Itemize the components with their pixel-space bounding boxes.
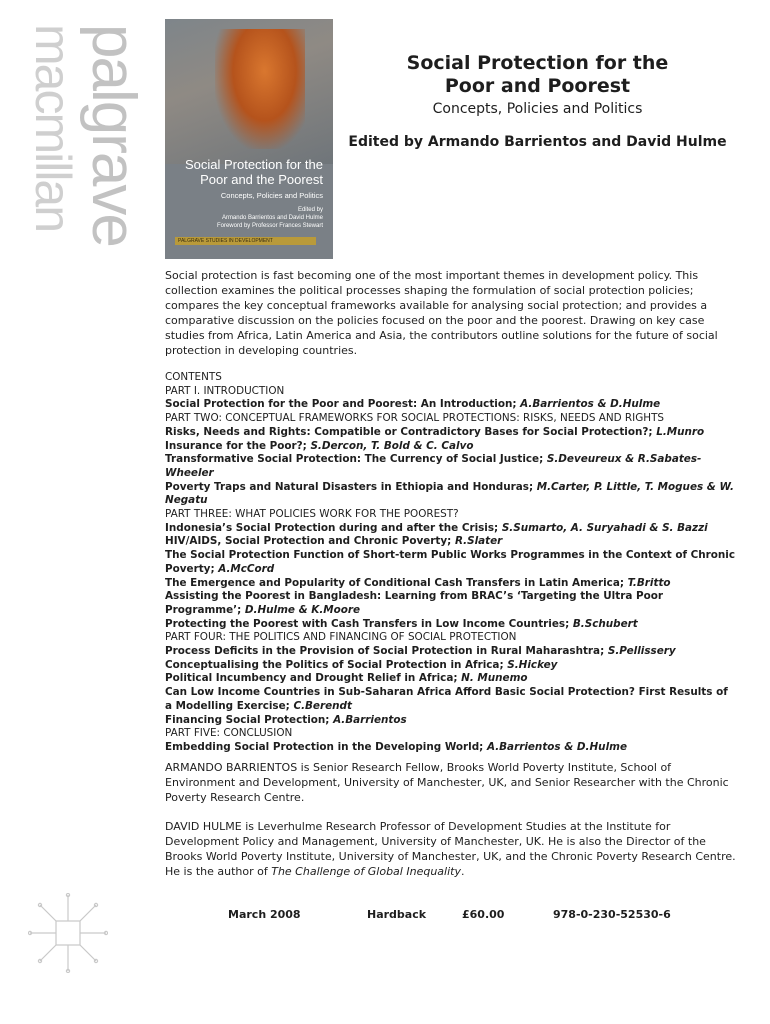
- cover-text: [173, 157, 323, 230]
- chapter-authors: T.Britto: [627, 576, 671, 589]
- contents-item: [165, 398, 737, 412]
- contents-item: [165, 590, 737, 617]
- contents-item: [165, 453, 737, 480]
- contents-heading: PART TWO: CONCEPTUAL FRAMEWORKS FOR SOCIAL PROTECTIONS: RISKS, NEEDS AND RIGHTS: [165, 412, 665, 425]
- chapter-authors: N. Munemo: [461, 672, 528, 685]
- contents-item: [165, 672, 737, 686]
- cover-editors: Armando Barrientos and David Hulme: [221, 215, 323, 221]
- chapter-title: Political Incumbency and Drought Relief in Africa;: [165, 672, 462, 685]
- chapter-title: HIV/AIDS, Social Protection and Chronic Poverty;: [165, 535, 455, 548]
- bio-text: DAVID HULME is Leverhulme Research Professor of Development Studies at the Institute for Development Policy and Management, University of Manchester, UK. He is also the Director of the Brooks World Poverty Institute, University of Manchester, UK, and the Chronic Poverty Research Centre. He is the author of: [165, 820, 736, 878]
- chapter-title: Financing Social Protection;: [165, 713, 334, 726]
- bio-book-title: The Challenge of Global Inequality: [271, 865, 461, 878]
- chapter-authors: D.Hulme & K.Moore: [244, 603, 361, 616]
- chapter-authors: L.Munro: [656, 425, 705, 438]
- book-description: Social protection is fast becoming one of the most important themes in development policy. This collection examines the political processes shaping the formulation of social protection policies; compares the key conceptual frameworks available for analysing social protection; and provides a comparative discussion on the policies focused on the poor and the poorest. Drawing on key case studies from Africa, Latin America and Asia, the contributors outline solutions for the future of social protection in developing countries.: [165, 269, 718, 357]
- contents-item: [165, 522, 737, 536]
- chapter-title: Indonesia’s Social Protection during and after the Crisis;: [165, 521, 502, 534]
- brand-word-macmillan: macmillan: [25, 24, 81, 232]
- chapter-title: The Emergence and Popularity of Conditional Cash Transfers in Latin America;: [165, 576, 628, 589]
- publication-format: Hardback: [367, 908, 427, 921]
- book-cover: [165, 19, 333, 259]
- cover-photo-subject: [215, 29, 305, 149]
- chapter-authors: C.Berendt: [293, 699, 352, 712]
- contents-item: [165, 549, 737, 576]
- chapter-title: Protecting the Poorest with Cash Transfers in Low Income Countries;: [165, 617, 573, 630]
- contents-item: [165, 618, 737, 632]
- contents-item: [165, 535, 737, 549]
- book-title-line1: Social Protection for the: [406, 52, 669, 74]
- brand-word-palgrave: palgrave: [79, 24, 148, 246]
- book-editors: Edited by Armando Barrientos and David Hulme: [348, 134, 727, 150]
- contents-item: [165, 686, 737, 713]
- contents-item: [165, 481, 737, 508]
- chapter-authors: R.Slater: [454, 535, 503, 548]
- chapter-authors: A.Barrientos & D.Hulme: [486, 740, 628, 753]
- chapter-authors: S.Pellissery: [607, 645, 676, 658]
- contents-item: [165, 659, 737, 673]
- table-of-contents: [165, 371, 737, 755]
- cover-series: PALGRAVE STUDIES IN DEVELOPMENT: [175, 237, 316, 245]
- cover-title: Social Protection for the Poor and the Poorest: [184, 157, 323, 187]
- chapter-title: Transformative Social Protection: The Currency of Social Justice;: [165, 453, 547, 466]
- chapter-authors: S.Deveureux & R.Sabates-Wheeler: [165, 453, 702, 479]
- book-title-line2: Poor and Poorest: [444, 75, 631, 97]
- contents-heading: PART FIVE: CONCLUSION: [165, 727, 293, 740]
- contents-item: [165, 714, 737, 728]
- chapter-title: Risks, Needs and Rights: Compatible or Contradictory Bases for Social Protection?;: [165, 425, 657, 438]
- chapter-title: Social Protection for the Poor and Poorest: An Introduction;: [165, 398, 521, 411]
- contents-heading: CONTENTS: [165, 371, 222, 383]
- cover-subtitle: Concepts, Policies and Politics: [220, 191, 323, 200]
- publication-details: [165, 908, 737, 924]
- chapter-title: Embedding Social Protection in the Developing World;: [165, 740, 487, 753]
- chapter-authors: S.Sumarto, A. Suryahadi & S. Bazzi: [501, 521, 708, 534]
- chapter-title: Conceptualising the Politics of Social Protection in Africa;: [165, 658, 508, 671]
- contents-item: [165, 645, 737, 659]
- contents-item: [165, 440, 737, 454]
- chapter-authors: B.Schubert: [572, 617, 638, 630]
- chapter-title: Insurance for the Poor?;: [165, 439, 311, 452]
- editor-bio-hulme: [165, 819, 737, 879]
- contents-heading: PART I. INTRODUCTION: [165, 384, 285, 397]
- publication-isbn: 978-0-230-52530-6: [553, 908, 671, 921]
- chapter-title: Poverty Traps and Natural Disasters in Ethiopia and Honduras;: [165, 480, 537, 493]
- chapter-title: The Social Protection Function of Short-term Public Works Programmes in the Context of Chronic Poverty;: [165, 549, 736, 575]
- contents-item: [165, 426, 737, 440]
- chapter-title: Can Low Income Countries in Sub-Saharan Africa Afford Basic Social Protection? First Results of a Modelling Exercise;: [165, 686, 728, 712]
- cover-edited-by: Edited by: [297, 207, 323, 213]
- editor-bio-barrientos: ARMANDO BARRIENTOS is Senior Research Fellow, Brooks World Poverty Institute, School of Environment and Development, University of Manchester, UK, and Senior Researcher with the Chronic Poverty Research Centre.: [165, 761, 729, 804]
- chapter-authors: A.Barrientos & D.Hulme: [520, 398, 661, 411]
- chapter-authors: M.Carter, P. Little, T. Mogues & W. Negatu: [165, 480, 734, 507]
- contents-item: [165, 577, 737, 591]
- chapter-title: Assisting the Poorest in Bangladesh: Learning from BRAC’s ‘Targeting the Ultra Poor Programme’;: [165, 590, 663, 616]
- book-subtitle: Concepts, Policies and Politics: [432, 101, 643, 117]
- publication-date: March 2008: [228, 908, 301, 921]
- contents-heading: PART THREE: WHAT POLICIES WORK FOR THE POOREST?: [165, 508, 459, 521]
- cover-foreword: Foreword by Professor Frances Stewart: [216, 223, 323, 229]
- contents-item: [165, 741, 737, 755]
- chapter-authors: A.McCord: [218, 562, 275, 575]
- chapter-authors: A.Barrientos: [333, 713, 407, 726]
- publication-price: £60.00: [462, 908, 505, 921]
- book-header: [345, 52, 730, 150]
- bio-end: .: [460, 865, 465, 878]
- chapter-authors: S.Hickey: [507, 658, 558, 671]
- contents-heading: PART FOUR: THE POLITICS AND FINANCING OF SOCIAL PROTECTION: [165, 631, 517, 644]
- chapter-title: Process Deficits in the Provision of Social Protection in Rural Maharashtra;: [165, 645, 608, 658]
- chapter-authors: S.Dercon, T. Bold & C. Calvo: [310, 439, 474, 452]
- palgrave-mark-icon: [28, 893, 108, 973]
- publisher-logo: [22, 24, 148, 264]
